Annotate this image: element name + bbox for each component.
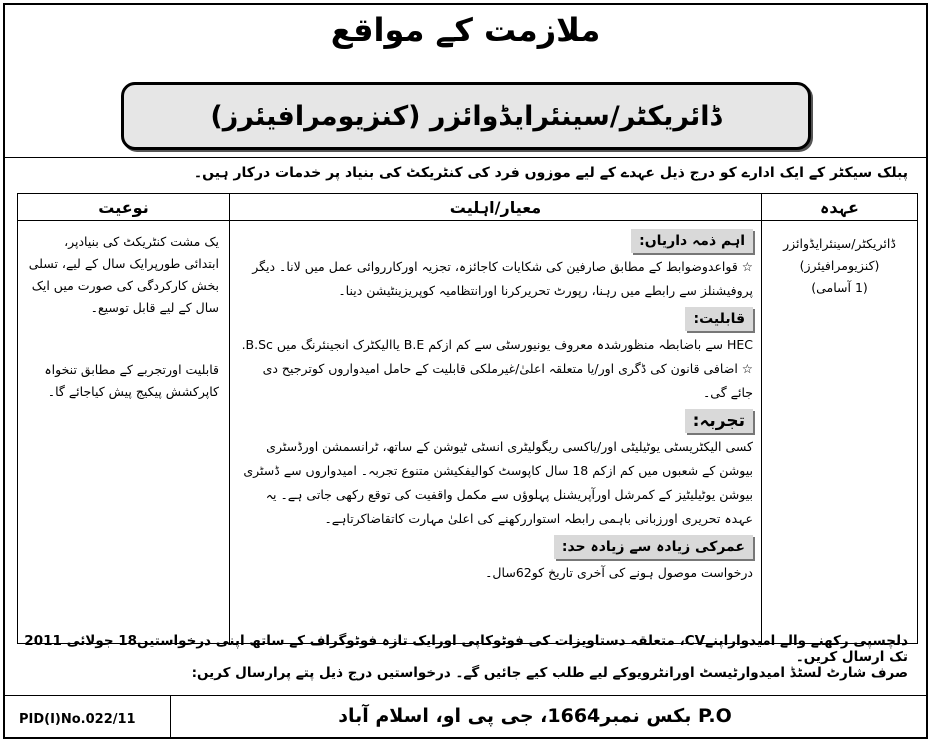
table-header-row (18, 194, 918, 221)
qualification-text-degree: HEC سے باضابطہ منظورشدہ معروف یونیورسٹی سے کم ازکم B.E یاالیکٹرک انجینئرنگ میں B.Sc. (241, 337, 753, 352)
eligibility-cell (230, 221, 762, 644)
shortlist-note: صرف شارٹ لسٹڈ امیدوارٹیسٹ اورانٹرویوکے لیے طلب کیے جائیں گے۔ درخواستیں درج ذیل پتے پرارسال کریں: (191, 665, 908, 681)
header-nature: نوعیت (18, 194, 230, 221)
job-details-table (17, 193, 918, 644)
table-row (18, 221, 918, 644)
apply-instructions: دلچسپی رکھنے والے امیدواراپنےCV، متعلقہ دستاویزات کی فوٹوکاپی اورایک تازہ فوٹوگراف کے ساتھ اپنی درخواستیں18 جولائی 2011 تک ارسال کریں۔ (24, 633, 908, 665)
postal-address: P.O بکس نمبر1664، جی پی او، اسلام آباد (338, 705, 732, 727)
age-heading: عمرکی زیادہ سے زیادہ حد: (554, 535, 753, 559)
job-title-text: ڈائریکٹر/سینئرایڈوائزر (کنزیومرافیئرز) (210, 100, 722, 132)
header-eligibility: معیار/اہلیت (230, 194, 762, 221)
post-cell (762, 221, 918, 644)
footer-separator-left (170, 695, 171, 737)
duties-text: ☆ قواعدوضوابط کے مطابق صارفین کی شکایات کاجائزہ، تجزیہ اورکارروائی عمل میں لانا۔ دیگر پروفیشنلز سے رابطے میں رہنا، رپورٹ تحریرکرنا اورانتظامیہ کوپریزینٹیشن دینا۔ (252, 259, 753, 298)
nature-cell (18, 221, 230, 644)
experience-heading: تجربہ: (685, 409, 753, 433)
age-text: درخواست موصول ہونے کی آخری تاریخ کو62سال۔ (485, 565, 753, 580)
pid-number: PID(I)No.022/11 (19, 712, 136, 727)
qualification-text-preference: ☆ اضافی قانون کی ڈگری اور/یا متعلقہ اعلیٰ/غیرملکی قابلیت کے حامل امیدواروں کوترجیح دی جائے گی۔ (262, 361, 753, 400)
header-post: عہدہ (762, 194, 918, 221)
duties-heading: اہم ذمہ داریاں: (631, 229, 753, 253)
intro-text: پبلک سیکٹر کے ایک ادارے کو درج ذیل عہدے کے لیے موزوں فرد کی کنٹریکٹ کی بنیاد پر خدمات درکار ہیں۔ (193, 165, 908, 181)
qualification-heading: قابلیت: (685, 307, 753, 331)
divider-top (5, 157, 926, 158)
post-title: ڈائریکٹر/سینئرایڈوائزر (783, 236, 896, 251)
post-vacancies: (1 آسامی) (811, 280, 868, 295)
nature-package-text: قابلیت اورتجربے کے مطابق تنخواہ کاپرکشش پیکیج پیش کیاجائے گا۔ (44, 362, 219, 399)
page-title: ملازمت کے مواقع (330, 11, 601, 49)
experience-text: کسی الیکٹریسٹی یوٹیلیٹی اور/یاکسی ریگولیٹری انسٹی ٹیوشن کے ساتھ، ٹرانسمشن اورڈسٹری بیوشن کے شعبوں میں کم ازکم 18 سال کاپوسٹ کوالیفکیشن متنوع تجربہ۔ امیدواروں سے ڈسٹری بیوشن یوٹیلیٹیز کے کمرشل اورآپریشنل پہلوؤں سے مکمل واقفیت کی توقع رکھی جاتی ہے۔ یہ عہدہ تحریری اورزبانی باہمی رابطہ استواررکھنے کی اعلیٰ مہارت کاتقاضاکرتاہے۔ (243, 439, 753, 526)
advertisement-page (3, 3, 928, 739)
divider-bottom (5, 695, 926, 696)
nature-contract-text: یک مشت کنٹریکٹ کی بنیادپر، ابتدائی طورپرایک سال کے لیے، تسلی بخش کارکردگی کی صورت میں ایک سال کے لیے قابل توسیع۔ (28, 234, 219, 315)
job-title-banner (121, 82, 811, 150)
post-department: (کنزیومرافیئرز) (799, 258, 880, 273)
